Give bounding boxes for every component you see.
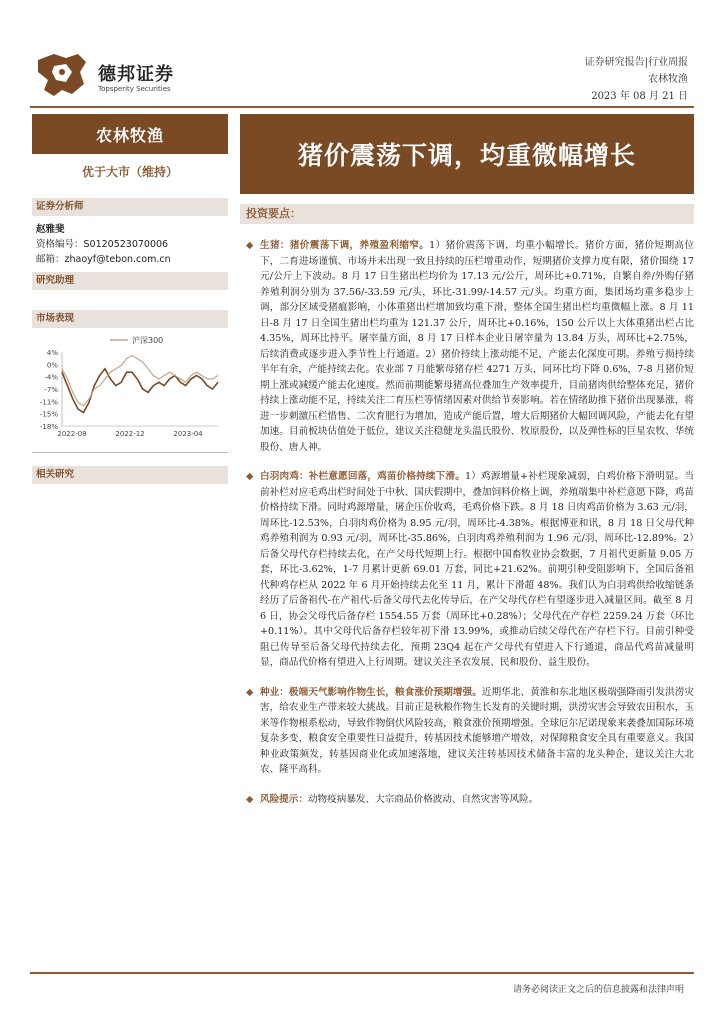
chart-series-line [62, 355, 218, 405]
sector-label: 农林牧渔 [32, 114, 228, 154]
paragraph-broiler [246, 469, 694, 671]
paragraph-title: 风险提示： [260, 793, 308, 805]
paragraph-title: 种业：极端天气影响作物生长，粮食涨价预期增强。 [260, 686, 482, 698]
chart-x-tick-label: 2022-12 [115, 430, 145, 438]
bullet-icon: ◆ [246, 471, 254, 482]
footer-divider [30, 972, 694, 974]
chart-x-tick-label: 2023-04 [173, 430, 203, 438]
rating-label: 优于大市（维持） [81, 165, 178, 179]
analyst-license: 资格编号：S0120523070006 [36, 239, 169, 250]
footer-disclaimer: 请务必阅读正文之后的信息披露和法律声明 [512, 985, 684, 995]
chart-x-tick-label: 2022-08 [57, 430, 87, 438]
market-performance-chart [32, 330, 228, 442]
chart-y-tick-label: -15% [39, 410, 58, 419]
paragraph-body: 近期华北、黄淮和东北地区极端强降雨引发洪涝灾害，给农业生产带来较大挑战。目前正是秋粮作物生长发育的关键时期，洪涝灾害会导致农田积水，玉米等作物根系松动，导致作物倒伏风险较高，粮食涨价预期增强。全球厄尔尼诺现象来袭叠加国际环境复杂多变，粮食安全重要性日益提升，转基因技术能够增产增效，对保障粮食安全具有重要意义。我国种业政策频发，转基因商业化或加速落地，建议关注转基因技术储备丰富的龙头种企，建议关注大北农、隆平高科。 [260, 686, 695, 775]
paragraph-hog [246, 238, 694, 455]
analyst-email: 邮箱：zhaoyf@tebon.com.cn [36, 254, 171, 265]
chart-series-line [62, 369, 218, 413]
report-type: 证券研究报告|行业周报 [584, 57, 688, 68]
chart-y-tick-label: -11% [39, 398, 58, 407]
bullet-icon: ◆ [246, 686, 254, 698]
analyst-name: 赵雅斐 [36, 224, 65, 235]
chart-y-tick-label: 4% [46, 349, 58, 357]
report-title: 猪价震荡下调，均重微幅增长 [240, 114, 694, 194]
chart-y-tick-label: -7% [44, 386, 58, 394]
sidebar-divider [32, 452, 228, 453]
chart-legend-label: 沪深300 [132, 336, 164, 345]
logo-mark-icon [32, 50, 90, 100]
chart-svg [32, 330, 228, 442]
paragraph-body: 1）鸡源增量+补栏现象减弱，白鸡价格下滑明显。当前补栏对应毛鸡出栏时间处于中秋、国庆假期中，叠加饲料价格上调，养殖端集中补栏意愿下降，鸡苗价格持续下滑。同时鸡源增量，屠企压价收鸡，毛鸡价格下跌。8 月 18 日肉鸡苗价格为 3.63 元/羽，周环比-12.53%，白羽肉鸡价格为 8.95 元/羽，周环比-4.38%。根据博亚和讯，8 月 18 日父母代种鸡养殖利润为 0.93 元/羽，周环比-35.86%，白羽肉鸡养殖利润为 1.96 元/羽，周环比-12.89%。2）后备父母代存栏持续去化，在产父母代短期上行。根据中国畜牧业协会数据，7 月祖代更新量 9.05 万套，环比-3.62%，1-7 月累计更新 69.01 万套，同比+21.62%。前期引种受阻影响下，全国后备祖代种鸡存栏从 2022 年 6 月开始持续去化至 11 月，累计下滑超 48%。我们认为白羽鸡供给收缩链条经历了后备祖代-在产祖代-后备父母代去化传导后，在产父母代存栏有望逐步进入减量区间。截至 8 月 6 日，协会父母代后备存栏 1554.55 万套（周环比+0.28%）；父母代在产存栏 2259.24 万套（环比+0.11%）。其中父母代后备存栏较年初下滑 13.99%，或推动后续父母代在产存栏下行。目前引种受阻已传导至后备父母代持续去化，预期 23Q4 起在产父母代有望进入下行通道，商品代鸡苗减量明显，商品代价格有望进入上行周期。建议关注圣农发展、民和股份、益生股份。 [260, 471, 694, 668]
key-points-body [246, 238, 694, 821]
report-header [585, 54, 688, 105]
bullet-icon: ◆ [246, 793, 254, 805]
paragraph-risk [246, 792, 694, 808]
logo-text-en: Topsperity Securities [98, 85, 171, 93]
report-sector: 农林牧渔 [648, 74, 688, 85]
assistant-section-head: 研究助理 [32, 272, 228, 290]
paragraph-body: 1）猪价震荡下调，均重小幅增长。猪价方面，猪价短期高位下，二育进场谨慎、市场并未出现一致且持续的压栏增重动作，短期猪价支撑力度有限，猪价围绕 17 元/公斤上下波动。8 月 17 日生猪出栏均价为 17.13 元/公斤，周环比+0.71%，自繁自养/外购仔猪养殖利润分别为 37.56/-33.59 元/头，环比-31.99/-14.57 元/头。均重方面，集团场均重多稳步上调，部分区域受猪瘟影响，小体重猪出栏增加致均重下滑，整体全国生猪出栏均重微幅上涨。8 月 11 日-8 月 17 日全国生猪出栏均重为 121.37 公斤，周环比+0.16%，150 公斤以上大体重猪出栏占比 4.35%，周环比持平。屠宰量方面，8 月 17 日样本企业日屠宰量为 13.84 万头，周环比+2.75%，后续消费或逐步进入季节性上行通道。2）猪价持续上涨动能不足，产能去化深度可期。养殖亏损持续半年有余，产能持续去化。农业部 7 月能繁母猪存栏 4271 万头，同环比均下降 0.6%，7-8 月猪价短期上涨或减缓产能去化速度。然而前期能繁母猪高位叠加生产效率提升，目前猪肉供给整体充足，猪价持续上涨动能不足，持续关注二育压栏等情绪因素对供给节奏影响。若在情绪助推下猪价出现暴涨，将进一步刺激压栏惜售、二次育肥行为增加，造成产能后置，增大后期猪价大幅回调风险，产能去化有望加速。目前板块估值处于低位，建议关注稳健龙头温氏股份、牧原股份，以及弹性标的巨星农牧、华统股份、唐人神。 [260, 240, 695, 453]
analyst-section-head: 证券分析师 [32, 198, 228, 216]
report-date: 2023 年 08 月 21 日 [591, 91, 688, 102]
bullet-icon: ◆ [246, 240, 254, 251]
related-section-head: 相关研究 [32, 466, 228, 484]
paragraph-title: 生猪：猪价震荡下调，养殖盈利缩窄。 [260, 240, 430, 251]
chart-y-tick-label: -18% [39, 423, 58, 431]
key-points-head: 投资要点： [240, 204, 694, 224]
analyst-info [36, 222, 171, 267]
logo-text-cn: 德邦证券 [98, 64, 174, 85]
paragraph-body: 动物疫病暴发、大宗商品价格波动、自然灾害等风险。 [307, 793, 539, 805]
paragraph-title: 白羽肉鸡：补栏意愿回落，鸡苗价格持续下滑。 [260, 471, 465, 482]
chart-y-tick-label: -4% [44, 373, 58, 382]
company-logo [32, 50, 192, 100]
market-section-head: 市场表现 [32, 310, 228, 328]
paragraph-seed [246, 685, 694, 778]
header-divider [30, 106, 694, 108]
chart-y-tick-label: 0% [46, 361, 58, 370]
